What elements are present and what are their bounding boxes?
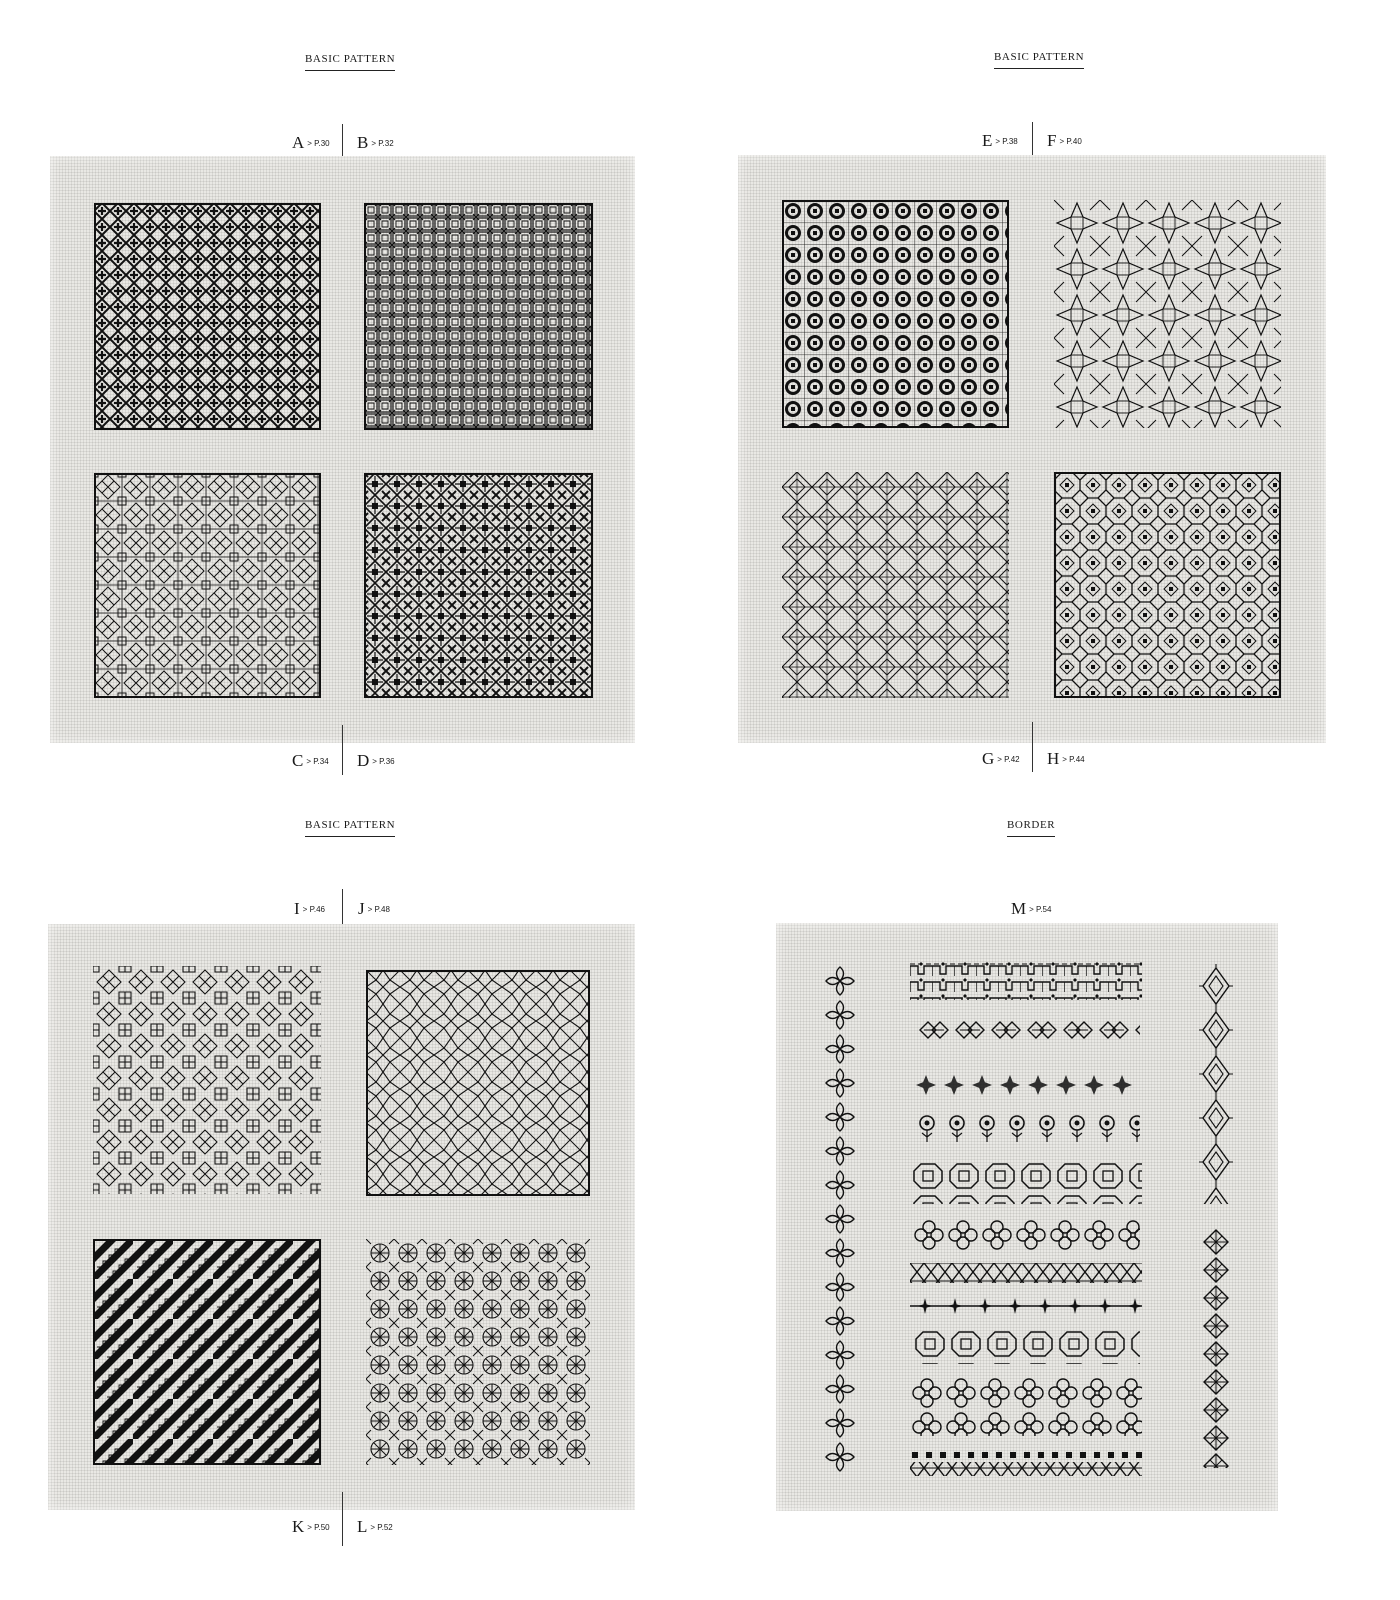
- divider-line: [342, 725, 343, 775]
- label-letter: K: [292, 1517, 305, 1536]
- panel-4-title: BORDER: [1007, 819, 1055, 837]
- swatch-label-d: [357, 752, 395, 770]
- border-row-7: [910, 1263, 1142, 1283]
- label-ref: > P.30: [307, 139, 330, 148]
- swatch-label-g: [982, 750, 1020, 768]
- label-ref: > P.44: [1062, 755, 1085, 764]
- swatch-label-k: [292, 1518, 330, 1536]
- swatch-k-pattern: [93, 1239, 321, 1465]
- label-ref: > P.50: [307, 1523, 330, 1532]
- label-ref: > P.54: [1029, 905, 1052, 914]
- label-letter: B: [357, 133, 369, 152]
- swatch-d-pattern: [364, 473, 593, 698]
- swatch-label-b: [357, 134, 394, 152]
- swatch-a-pattern: [94, 203, 321, 430]
- panel-1-title: BASIC PATTERN: [305, 53, 395, 71]
- border-column-left: [823, 964, 857, 1474]
- swatch-label-c: [292, 752, 329, 770]
- label-ref: > P.34: [306, 757, 329, 766]
- label-letter: I: [294, 899, 300, 918]
- label-letter: E: [982, 131, 993, 150]
- label-letter: G: [982, 749, 995, 768]
- swatch-label-i: [294, 900, 325, 918]
- swatch-label-e: [982, 132, 1018, 150]
- swatch-label-f: [1047, 132, 1082, 150]
- swatch-f-pattern: [1054, 200, 1281, 428]
- swatch-i-pattern: [93, 966, 321, 1194]
- panel-2-title: BASIC PATTERN: [994, 51, 1084, 69]
- label-letter: A: [292, 133, 305, 152]
- swatch-l-pattern: [366, 1239, 590, 1465]
- label-letter: C: [292, 751, 304, 770]
- border-row-11: [910, 1450, 1142, 1476]
- divider-line: [1032, 722, 1033, 772]
- border-row-1: [910, 962, 1142, 1000]
- label-ref: > P.42: [997, 755, 1020, 764]
- swatch-e-pattern: [782, 200, 1009, 428]
- label-ref: > P.52: [370, 1523, 393, 1532]
- label-letter: D: [357, 751, 370, 770]
- label-ref: > P.46: [302, 905, 325, 914]
- swatch-label-m: [1011, 900, 1051, 918]
- panel-3-title: BASIC PATTERN: [305, 819, 395, 837]
- label-ref: > P.38: [995, 137, 1018, 146]
- border-row-5: [910, 1160, 1142, 1204]
- label-letter: F: [1047, 131, 1057, 150]
- border-row-4: [912, 1112, 1140, 1146]
- swatch-c-pattern: [94, 473, 321, 698]
- divider-line: [342, 1492, 343, 1546]
- label-letter: L: [357, 1517, 368, 1536]
- swatch-h-pattern: [1054, 472, 1281, 698]
- border-row-6: [912, 1218, 1140, 1250]
- label-ref: > P.36: [372, 757, 395, 766]
- border-row-8: [910, 1296, 1142, 1318]
- border-row-3: [912, 1071, 1140, 1099]
- border-row-10: [910, 1376, 1142, 1436]
- border-row-9: [912, 1328, 1140, 1364]
- label-letter: H: [1047, 749, 1060, 768]
- border-column-right-top: [1199, 964, 1233, 1204]
- swatch-label-h: [1047, 750, 1085, 768]
- label-ref: > P.48: [367, 905, 390, 914]
- swatch-b-pattern: [364, 203, 593, 430]
- swatch-label-j: [358, 900, 390, 918]
- border-row-2: [914, 1015, 1140, 1051]
- label-ref: > P.40: [1059, 137, 1082, 146]
- label-letter: M: [1011, 899, 1027, 918]
- swatch-label-a: [292, 134, 330, 152]
- swatch-j-pattern: [366, 970, 590, 1196]
- swatch-label-l: [357, 1518, 393, 1536]
- swatch-g-pattern: [782, 472, 1009, 698]
- label-ref: > P.32: [371, 139, 394, 148]
- label-letter: J: [358, 899, 365, 918]
- border-column-right-bottom: [1199, 1228, 1233, 1468]
